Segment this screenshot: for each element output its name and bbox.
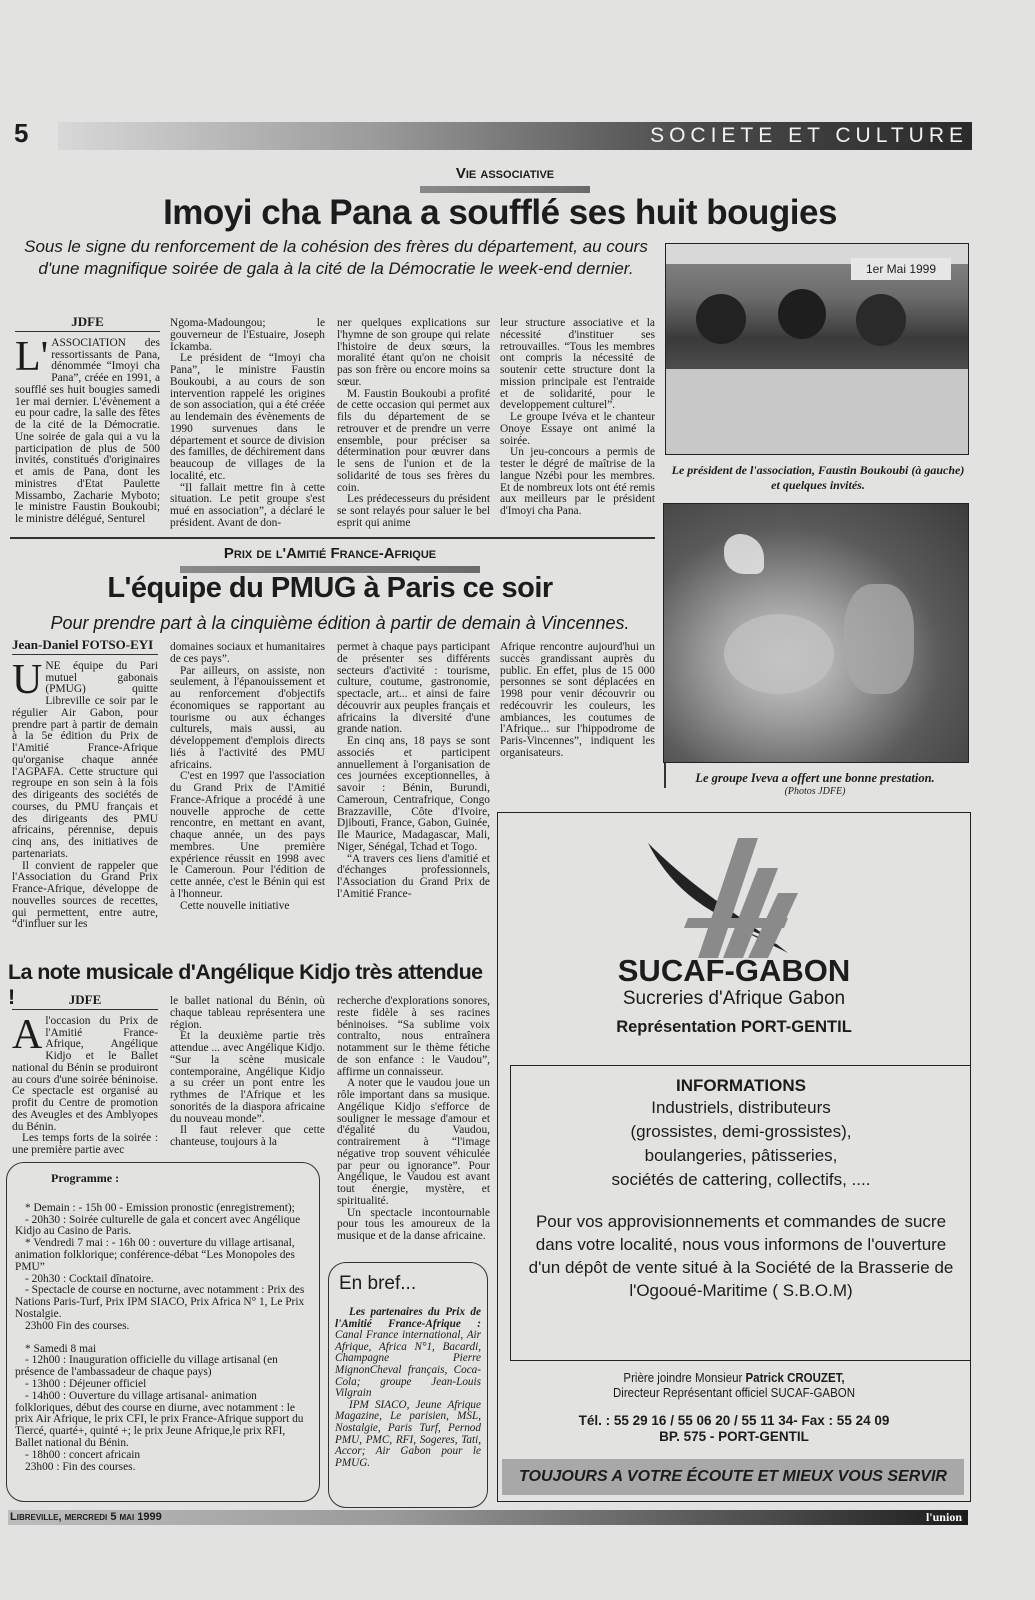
photo-table (666, 369, 968, 454)
paragraph: En cinq ans, 18 pays se sont associés et participent annuellement à l'organisation de ces journées exceptionnelles, à savoir : Bénin, Burundi, Cameroun, Centrafrique, Congo Brazzaville, Côte d'Ivoire, Djibouti, France, Gabon, Guinée, Ile Maurice, Madagascar, Mali, Niger, Sénégal, Tchad et Togo. (337, 735, 490, 853)
kicker-bar (420, 186, 590, 193)
paragraph: Afrique rencontre aujourd'hui un succès grandissant auprès du public. En effet, plus de 15 000 personnes se sont déplacées en 1998 pour venir découvrir ou redécouvrir les couleurs, les ambiances, les coutumes de l'Afrique... sur l'hippodrome de Paris-Vincennes”, indiquent les organisateurs. (500, 641, 655, 759)
dancer-headdress (724, 534, 764, 574)
article1-byline: JDFE (15, 316, 160, 332)
person-silhouette (778, 289, 826, 339)
article3-column-2 (170, 996, 325, 1149)
programme-line: 23h00 Fin des courses. (25, 1319, 130, 1332)
paragraph: Il faut relever que cette chanteuse, toujours à la (170, 1124, 325, 1148)
programme-line: 23h00 : Fin des courses. (25, 1460, 136, 1473)
paragraph: Par ailleurs, on assiste, non seulement, à l'épanouissement et au renforcement d'objectifs économiques se rapportant au tourisme ou aux échanges culturels, mais aussi, au développement d'emplois directs liés à l'activité des PMU africains. (170, 664, 325, 771)
programme-line: - Spectacle de course en nocturne, avec notamment : Prix des Nations Paris-Turf, Prix IPM SIACO, Prix Africa N° 1, Le Prix Nostalgie. (15, 1284, 305, 1320)
paragraph: Un jeu-concours a permis de tester le dégré de maîtrise de la langue Nzébi pour les membres. Et de nombreux lots ont été remis aux meilleurs par le président d'Imoyi cha Pana. (500, 446, 655, 517)
programme-line: - 12h00 : Inauguration officielle du village artisanal (en présence de l'ambassadeur de chaque pays) (15, 1354, 278, 1379)
paragraph: L'ASSOCIATION des ressortissants de Pana, dénommée “Imoyi cha Pana”, créée en 1991, a soufflé ses huit bougies samedi 1er mai dernier. L'évènement a eu pour cadre, la salle des fêtes de la cité de la Démocratie. Une soirée de gala qui a vu la participation de plus de 500 invités, constitués d'originaires et amis de Pana, dont les ministres d'Etat Paulette Missambo, Zacharie Myboto; le ministre Faustin Boukoubi; le ministre délégué, Senturel (15, 333, 160, 525)
footer-dateline: Libreville, mercredi 5 mai 1999 (10, 1511, 162, 1523)
paragraph: ner quelques explications sur l'hymne de son groupe qui relate l'histoire de deux sœurs, la moralité étant qu'on ne choisit pas son frère ou encore moins sa sœur. (337, 317, 490, 388)
article1-kicker: Vie associative (455, 165, 555, 182)
article2-headline: L'équipe du PMUG à Paris ce soir (107, 572, 553, 604)
article1-headline: Imoyi cha Pana a soufflé ses huit bougies (163, 193, 837, 232)
article2-photo (663, 503, 969, 763)
paragraph: UNE équipe du Pari mutuel gabonais (PMUG) quitte Libreville ce soir par le régulier Air Gabon, pour prendre part à partir de demain à la 5e édition du Prix de l'Amitié France-Afrique qu'organise chaque année l'AGPAFA. Cette structure qui regroupe en son sein à la fois des dirigeants des sociétés de courses, du PMU français et des dirigeants des PMU africains, pérennise, depuis cinq ans, des initiatives de partenariats. (12, 656, 158, 860)
ad-info-title: INFORMATIONS (675, 1076, 806, 1095)
paragraph: Cette nouvelle initiative (180, 899, 290, 912)
article1-column-2 (170, 318, 325, 530)
programme-line: - 20h30 : Cocktail dînatoire. (25, 1272, 154, 1285)
article2-column-2 (170, 642, 325, 912)
ad-audience-line: (grossistes, demi-grossistes), (630, 1122, 852, 1141)
ad-info-box (510, 1065, 971, 1361)
en-bref-title: En bref... (339, 1273, 417, 1294)
paragraph: “A travers ces liens d'amitié et d'échanges professionnels, l'Association du Grand Prix de l'Amitié France- (337, 852, 490, 900)
article1-deck: Sous le signe du renforcement de la cohésion des frères du département, au cours d'une magnifique soirée de gala à la cité de la Démocratie le week-end dernier. (24, 237, 648, 278)
article1-photo-caption: Le président de l'association, Faustin Boukoubi (à gauche) et quelques invités. (671, 463, 965, 492)
dancer-figure (844, 584, 914, 694)
article3-byline: JDFE (12, 994, 158, 1010)
programme-line: * Vendredi 7 mai : - 16h 00 : ouverture du village artisanal, animation folklorique; conférence-débat “Les Monopoles des PMU” (15, 1237, 295, 1273)
article3-headline: La note musicale d'Angélique Kidjo très attendue ! (8, 960, 483, 1009)
paragraph: Il convient de rappeler que l'Association du Grand Prix France-Afrique, développe de nouvelles sources de recettes, qui permettent, entre autre, “d'influer sur les (12, 859, 158, 931)
ad-contact-title: Directeur Représentant officiel SUCAF-GABON (612, 1386, 856, 1400)
paragraph: M. Faustin Boukoubi a profité de cette occasion qui permet aux fils du département de se retrouver et de prendre un verre ensemble, pour préciser sa détermination pour œuvrer dans le sens de l'union et de la solidarité de tous ses frères du coin. (337, 387, 490, 494)
programme-box (6, 1162, 320, 1502)
paragraph: Ngoma-Madoungou; le gouverneur de l'Estuaire, Joseph Ickamba. (170, 317, 325, 353)
page-number: 5 (14, 118, 29, 148)
paragraph: Les temps forts de la soirée : une première partie avec (12, 1132, 158, 1156)
paragraph: le ballet national du Bénin, où chaque tableau représentera une région. (170, 995, 325, 1031)
paragraph: leur structure associative et la nécessité d'instituer ses retrouvailles. “Tous les membres ont compris la nécessité de soutenir cette structure dont la mission principale est l'entraide et de solidarité, pour le developpement culturel”. (500, 317, 655, 412)
programme-title: Programme : (51, 1171, 120, 1185)
ad-brand-subtitle: Sucreries d'Afrique Gabon (622, 988, 846, 1009)
article2-column-3 (337, 642, 490, 901)
article1-column-1 (15, 316, 160, 526)
programme-line: - 20h30 : Soirée culturelle de gala et concert avec Angélique Kidjo au Casino de Paris. (15, 1213, 301, 1238)
en-bref-partners: Canal France international, Air Afrique, Africa N°1, Bacardi, Champagne Pierre MignonCheval français, Coca-Cola; groupe Jean-Louis Vilgrain (335, 1329, 481, 1400)
article2-kicker: Prix de l'Amitié France-Afrique (223, 545, 437, 562)
paragraph: domaines sociaux et humanitaires de ces pays”. (170, 641, 325, 665)
ad-brand: SUCAF-GABON (617, 953, 851, 988)
section-banner (58, 122, 972, 150)
ad-audience-line: boulangeries, pâtisseries, (644, 1146, 838, 1165)
sucaf-logo-icon (648, 833, 808, 963)
sucaf-advertisement (497, 812, 971, 1502)
divider (10, 537, 655, 539)
article1-column-3 (337, 318, 490, 530)
article2-column-1 (12, 639, 158, 931)
programme-line: - 14h00 : Ouverture du village artisanal- animation folkloriques, début des course en diurne, avec notamment : le prix Air Afrique, le prix CFI, le prix France-Afrique support du Tiercé, quarté+, quinté +; le prix Jeune Afrique,le prix RFI, Ballet national du Bénin. (15, 1389, 304, 1449)
ad-phone: Tél. : 55 29 16 / 55 06 20 / 55 11 34- Fax : 55 24 09 BP. 575 - PORT-GENTIL (578, 1413, 890, 1444)
article3-column-3 (337, 996, 490, 1243)
paragraph: permet à chaque pays participant de présenter ses différents secteurs d'activité : tourisme, culture, coutume, gastronomie, spectacle, art... et ainsi de faire découvrir aux peuples français et africains la diversité d'une grande nation. (337, 641, 490, 736)
person-silhouette (696, 294, 746, 344)
ad-representation: Représentation PORT-GENTIL (616, 1018, 852, 1036)
paragraph: Le groupe Ivéva et le chanteur Onoye Essaye ont animé la soirée. (500, 411, 655, 447)
ad-info-audience (511, 1096, 971, 1192)
person-silhouette (856, 294, 906, 346)
footer-bar (8, 1510, 968, 1525)
ad-slogan: TOUJOURS A VOTRE ÉCOUTE ET MIEUX VOUS SERVIR (502, 1459, 964, 1495)
article2-photo-caption: Le groupe Iveva a offert une bonne prestation. (695, 771, 935, 785)
en-bref-paragraph (335, 1307, 481, 1400)
article2-byline: Jean-Daniel FOTSO-EYI (12, 639, 158, 655)
ad-audience-line: Industriels, distributeurs (651, 1098, 831, 1117)
ad-contact-name: Patrick CROUZET, (745, 1371, 845, 1385)
paragraph: Le président de “Imoyi cha Pana”, le ministre Faustin Boukoubi, a au cours de son intervention rappelé les origines de son association, qui a été créée au lendemain des évènements de 1990 survenues dans le département et source de division des familles, de déchirement dans beaucoup de villages de la localité, etc. (170, 352, 325, 482)
article1-column-4 (500, 318, 655, 518)
en-bref-lead: Les partenaires du Prix de l'Amitié France-Afrique : (335, 1306, 481, 1330)
article3-column-1 (12, 994, 158, 1157)
ad-info-body: Pour vos approvisionnements et commandes de sucre dans votre localité, nous vous informons de l'ouverture d'un dépôt de vente situé à la Société de la Brasserie de l'Ogooué-Maritime ( S.B.O.M) (528, 1212, 954, 1300)
programme-line: * Samedi 8 mai (25, 1342, 97, 1355)
ad-audience-line: sociétés de cattering, collectifs, .... (611, 1170, 871, 1189)
article2-deck: Pour prendre part à la cinquième édition à partir de demain à Vincennes. (50, 613, 630, 633)
footer-masthead: l'union (925, 1510, 962, 1524)
programme-line: * Demain : - 15h 00 - Emission pronostic (enregistrement); (25, 1201, 295, 1214)
ad-contact: Prière joindre Monsieur Patrick CROUZET, Directeur Représentant officiel SUCAF-GABON (612, 1371, 856, 1400)
paragraph: Un spectacle incontournable pour tous les amoureux de la musique et de la danse africaine. (337, 1206, 490, 1242)
en-bref-box (328, 1262, 488, 1508)
ad-address: BP. 575 - PORT-GENTIL (659, 1429, 809, 1444)
photo-credit: (Photos JDFE) (784, 786, 846, 797)
article2-column-4 (500, 642, 655, 760)
paragraph: A noter que le vaudou joue un rôle important dans sa musique. Angélique Kidjo s'efforce de souligner le message d'amour et d'égalité du Vaudou, contrairement à “l'image négative trop souvent véhiculée par peur ou ignorance”. Pour Angélique, le Vaudou est avant tout énergie, mystère, et spiritualité. (337, 1077, 490, 1207)
programme-list (15, 1203, 311, 1474)
programme-line: - 13h00 : Déjeuner officiel (25, 1377, 147, 1390)
dancer-figure (724, 614, 834, 694)
en-bref-paragraph: IPM SIACO, Jeune Afrique Magazine, Le parisien, MSL, Nostalgie, Paris Turf, Pernod PMU, PMC, RFI, Sogeres, Tati, Accor; Air Gabon pour le PMUG. (335, 1398, 481, 1469)
section-title: SOCIETE ET CULTURE (650, 124, 968, 147)
paragraph: C'est en 1997 que l'association du Grand Prix de l'Amitié France-Afrique a procédé à une nouvelle approche de cette rencontre, en mettant en avant, chaque année, un des pays membres. Une première expérience réussit en 1998 avec le Cameroun. Pour l'édition de cette année, c'est le Bénin qui est à l'honneur. (170, 770, 325, 900)
photo-date-stamp: 1er Mai 1999 (851, 258, 951, 280)
programme-line: - 18h00 : concert africain (25, 1448, 141, 1461)
paragraph: Et la deuxième partie très attendue ... avec Angélique Kidjo. “Sur la scène musicale contemporaine, Angélique Kidjo a su créer un pont entre les rythmes de l'Afrique et les sonorités de la diaspora africaine du nouveau monde”. (170, 1030, 325, 1125)
article1-photo (665, 243, 969, 455)
paragraph: “Il fallait mettre fin à cette situation. Le petit groupe s'est mué en association”, a déclaré le président. Avant de don- (170, 481, 325, 529)
paragraph: Al'occasion du Prix de l'Amitié France-Afrique, Angélique Kidjo et le Ballet national du Bénin se produiront au cours d'une soirée béninoise. Ce spectacle est organisé au profit du Centre de promotion des Aveugles et des Amblyopes du Bénin. (12, 1011, 158, 1133)
paragraph: Les prédecesseurs du président se sont relayés pour saluer le bel esprit qui anime (337, 493, 490, 529)
paragraph: recherche d'explorations sonores, reste fidèle à ses racines béninoises. “Sa sublime voix contralto, nous entraînera notamment sur le thème fétiche de son enfance : le Vaudou”, affirme un connaisseur. (337, 995, 490, 1078)
